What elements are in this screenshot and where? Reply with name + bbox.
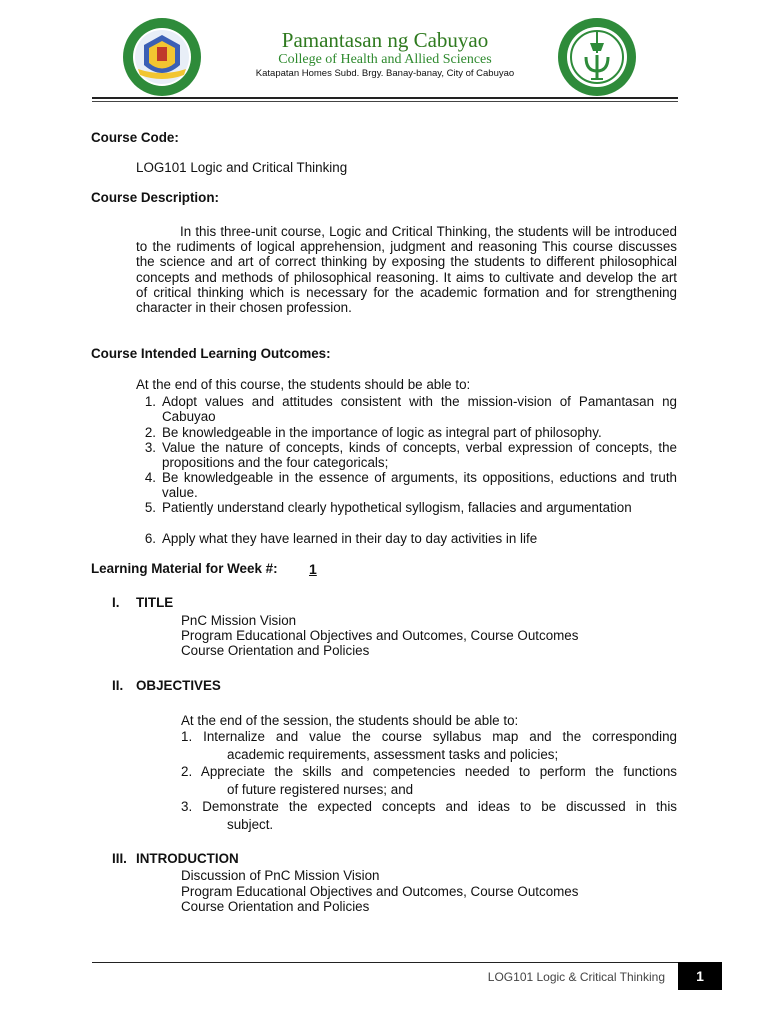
university-name: Pamantasan ng Cabuyao xyxy=(281,28,489,52)
objective-text: 1. Internalize and value the course syllabus map and the corresponding xyxy=(181,729,677,744)
outcome-text: Be knowledgeable in the essence of arguments, its oppositions, eductions and truth value. xyxy=(162,470,677,501)
introduction-line: Discussion of PnC Mission Vision xyxy=(181,868,380,883)
college-name: College of Health and Allied Sciences xyxy=(278,52,492,67)
outcome-item xyxy=(136,470,677,500)
section-numeral: II. xyxy=(112,678,124,693)
outcome-text: Patiently understand clearly hypothetical syllogism, fallacies and argumentation xyxy=(162,500,632,515)
objective-text: 3. Demonstrate the expected concepts and ideas to be discussed in this xyxy=(181,799,677,814)
introduction-line: Course Orientation and Policies xyxy=(181,899,370,914)
week-label: Learning Material for Week #: xyxy=(91,561,278,576)
title-line: Course Orientation and Policies xyxy=(181,643,370,658)
outcome-number: 6. xyxy=(144,531,156,546)
course-description-paragraph: In this three-unit course, Logic and Critical Thinking, the students will be introduced to the rudiments of logical apprehension, judgment and reasoning This course discusses the science and art of correct thinking by exposing the students to different philosophical concepts and methods of philosophical reasoning. It aims to cultivate and develop the art of critical thinking which is necessary for the academic formation and for strengthening character in their chosen profession. xyxy=(136,224,677,316)
objective-text-continued: academic requirements, assessment tasks and policies; xyxy=(227,746,559,762)
outcome-text: Value the nature of concepts, kinds of concepts, verbal expression of concepts, the propositions and the four categoricals; xyxy=(162,440,677,471)
objective-text-continued: of future registered nurses; and xyxy=(227,781,414,797)
title-line: PnC Mission Vision xyxy=(181,613,297,628)
introduction-line: Program Educational Objectives and Outcomes, Course Outcomes xyxy=(181,884,579,899)
college-address: Katapatan Homes Subd. Brgy. Banay-banay, City of Cabuyao xyxy=(255,68,515,79)
outcome-item xyxy=(136,531,677,546)
week-number: 1 xyxy=(309,561,317,577)
section-numeral: I. xyxy=(112,595,120,610)
objective-item xyxy=(181,798,677,833)
outcome-item xyxy=(136,425,677,440)
header-divider-thin xyxy=(92,101,678,102)
footer-divider xyxy=(92,962,678,963)
footer-course-title: LOG101 Logic & Critical Thinking xyxy=(487,970,665,984)
learning-outcomes-label: Course Intended Learning Outcomes: xyxy=(91,346,331,361)
outcome-text: Be knowledgeable in the importance of logic as integral part of philosophy. xyxy=(162,425,602,440)
outcome-item xyxy=(136,394,677,424)
objective-text: 2. Appreciate the skills and competencies needed to perform the functions xyxy=(181,764,677,779)
university-seal-logo xyxy=(122,17,202,97)
section-objectives-heading xyxy=(112,678,221,693)
section-heading-text: TITLE xyxy=(136,595,174,610)
course-code-label: Course Code: xyxy=(91,130,179,145)
header-divider xyxy=(92,97,678,99)
objectives-intro: At the end of the session, the students should be able to: xyxy=(181,713,519,728)
learning-outcomes-intro: At the end of this course, the students should be able to: xyxy=(136,377,471,392)
section-numeral: III. xyxy=(112,851,127,866)
outcome-text: Adopt values and attitudes consistent with the mission-vision of Pamantasan ng Cabuyao xyxy=(162,394,677,425)
section-title-heading xyxy=(112,595,173,610)
outcome-number: 3. xyxy=(144,440,156,455)
outcome-number: 1. xyxy=(144,394,156,409)
objective-item xyxy=(181,763,677,798)
objective-text-continued: subject. xyxy=(227,816,274,832)
objective-item xyxy=(181,728,677,763)
course-code-value: LOG101 Logic and Critical Thinking xyxy=(136,160,348,175)
title-line: Program Educational Objectives and Outcomes, Course Outcomes xyxy=(181,628,579,643)
course-description-text xyxy=(136,224,677,315)
page-number-badge xyxy=(678,962,722,990)
section-heading-text: OBJECTIVES xyxy=(136,678,221,693)
outcome-number: 5. xyxy=(144,500,156,515)
section-introduction-heading xyxy=(112,851,239,866)
page-number: 1 xyxy=(696,968,704,984)
outcome-text: Apply what they have learned in their day to day activities in life xyxy=(162,531,538,546)
course-description-label: Course Description: xyxy=(91,190,219,205)
section-heading-text: INTRODUCTION xyxy=(136,851,239,866)
outcome-item xyxy=(136,500,677,515)
outcome-number: 4. xyxy=(144,470,156,485)
outcome-number: 2. xyxy=(144,425,156,440)
outcome-item xyxy=(136,440,677,470)
